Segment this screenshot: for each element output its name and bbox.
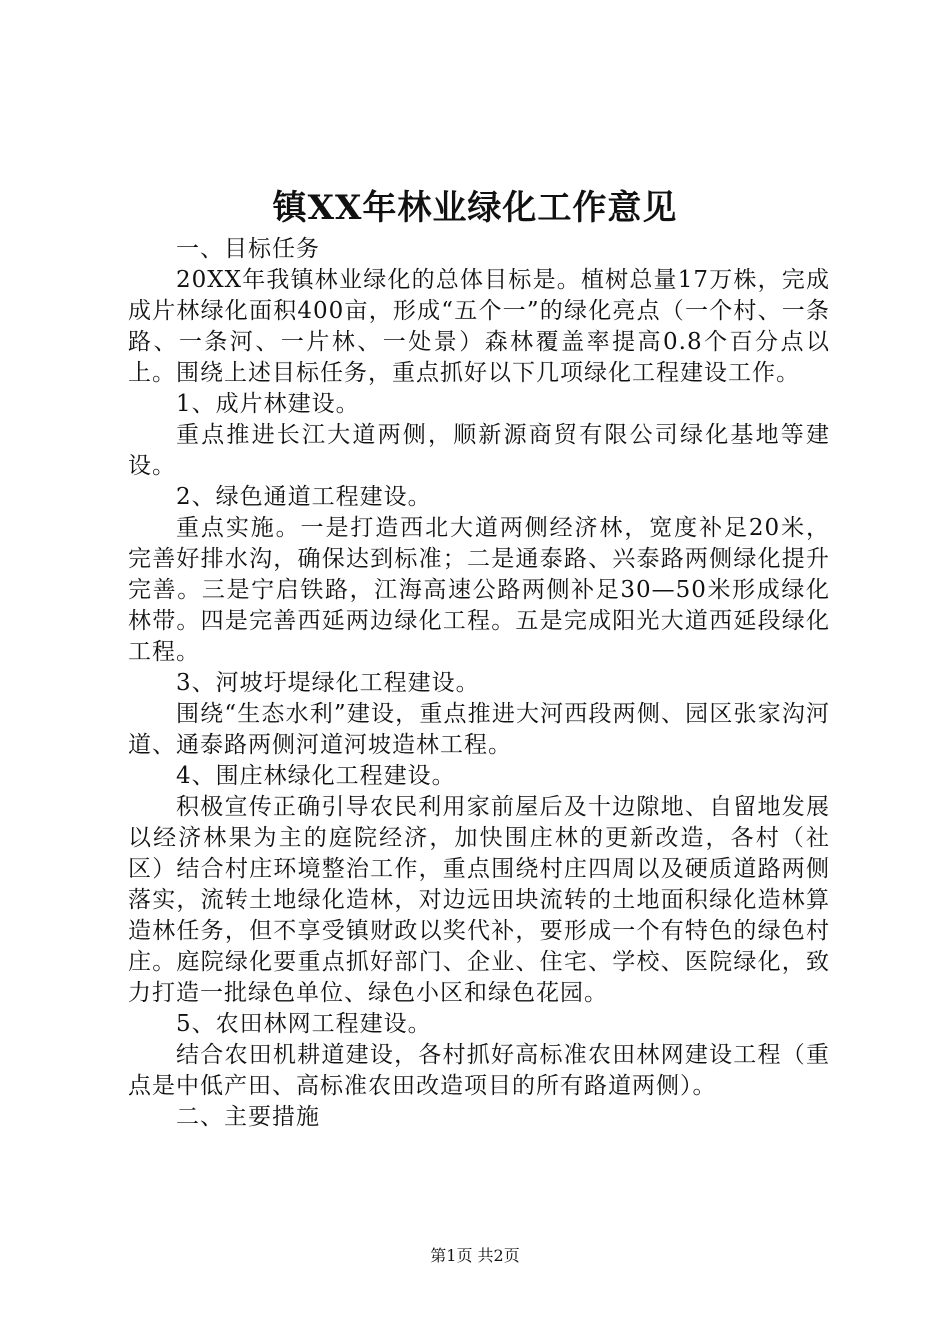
- section-heading-goals: 一、目标任务: [176, 236, 320, 262]
- document-body: [128, 234, 830, 1133]
- paragraph-overall-goal: 20XX年我镇林业绿化的总体目标是。植树总量17万株，完成成片林绿化面积400亩，形成“五个一”的绿化亮点（一个村、一条路、一条河、一片林、一处景）森林覆盖率提高0.8个百分点以上。围绕上述目标任务，重点抓好以下几项绿化工程建设工作。: [128, 267, 830, 386]
- paragraph-1: 重点推进长江大道两侧，顺新源商贸有限公司绿化基地等建设。: [128, 422, 830, 479]
- paragraph-4: 积极宣传正确引导农民利用家前屋后及十边隙地、自留地发展以经济林果为主的庭院经济，加快围庄林的更新改造，各村（社区）结合村庄环境整治工作，重点围绕村庄四周以及硬质道路两侧落实，流转土地绿化造林，对边远田块流转的土地面积绿化造林算造林任务，但不享受镇财政以奖代补，要形成一个有特色的绿色村庄。庭院绿化要重点抓好部门、企业、住宅、学校、医院绿化，致力打造一批绿色单位、绿色小区和绿色花园。: [128, 794, 830, 1006]
- document-title: 镇XX年林业绿化工作意见: [272, 188, 678, 228]
- subsection-heading-4: 4、围庄林绿化工程建设。: [176, 763, 456, 789]
- subsection-heading-1: 1、成片林建设。: [176, 391, 360, 417]
- paragraph-5: 结合农田机耕道建设，各村抓好高标准农田林网建设工程（重点是中低产田、高标准农田改造项目的所有路道两侧）。: [128, 1042, 830, 1099]
- subsection-heading-3: 3、河坡圩堤绿化工程建设。: [176, 670, 480, 696]
- subsection-heading-2: 2、绿色通道工程建设。: [176, 484, 432, 510]
- paragraph-2: 重点实施。一是打造西北大道两侧经济林，宽度补足20米，完善好排水沟，确保达到标准；二是通泰路、兴泰路两侧绿化提升完善。三是宁启铁路，江海高速公路两侧补足30—50米形成绿化林带。四是完善西延两边绿化工程。五是完成阳光大道西延段绿化工程。: [128, 515, 830, 665]
- page-footer: 第1页 共2页: [430, 1246, 520, 1265]
- paragraph-3: 围绕“生态水利”建设，重点推进大河西段两侧、园区张家沟河道、通泰路两侧河道河坡造林工程。: [128, 701, 830, 758]
- section-heading-measures: 二、主要措施: [176, 1104, 320, 1130]
- subsection-heading-5: 5、农田林网工程建设。: [176, 1011, 432, 1037]
